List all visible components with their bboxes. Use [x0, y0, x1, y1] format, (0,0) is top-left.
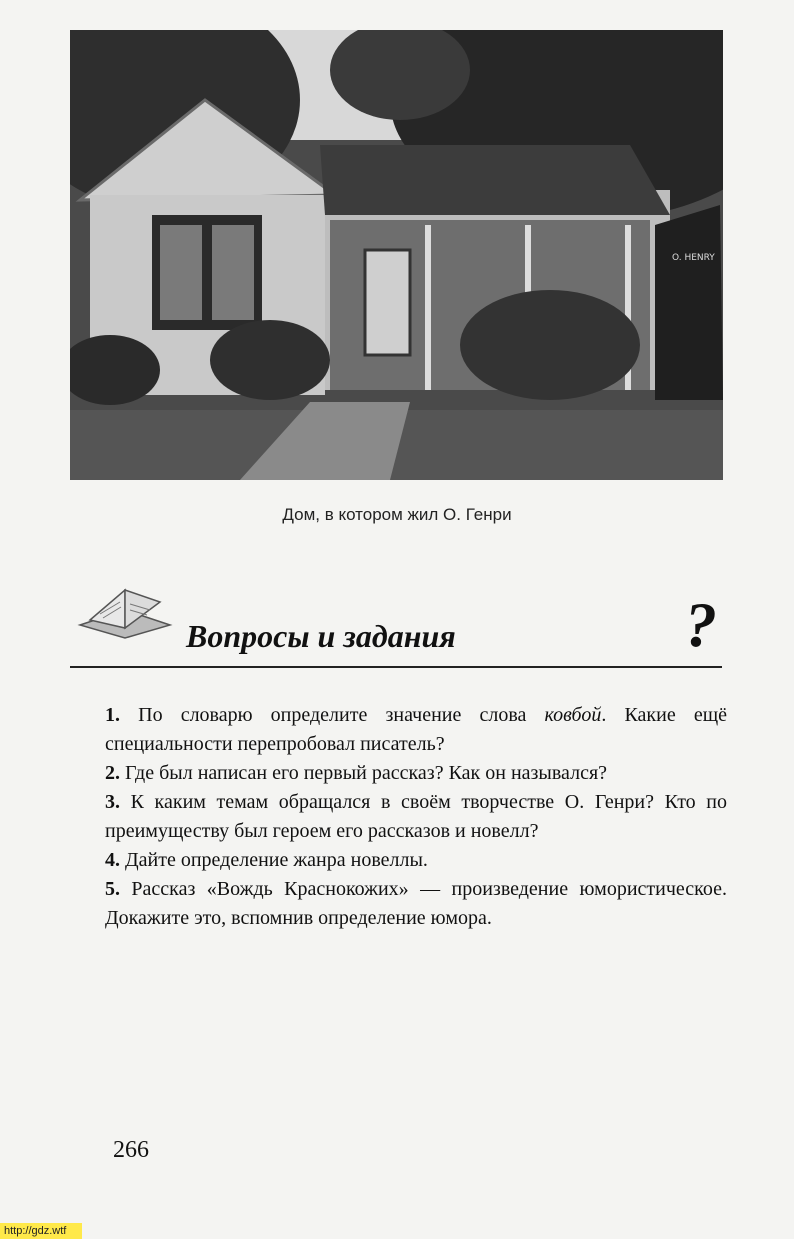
question-number: 4.: [105, 849, 120, 871]
question-2: [105, 759, 727, 788]
photo-caption: Дом, в котором жил О. Генри: [282, 505, 512, 524]
plaque-title: O. HENRY: [672, 253, 715, 263]
question-5: [105, 875, 727, 933]
question-number: 3.: [105, 791, 120, 813]
section-title: Вопросы и задания: [186, 618, 456, 654]
question-text: Рассказ «Вождь Краснокожих» — произведение юмористическое. Докажите это, вспомнив определение юмора.: [105, 878, 727, 929]
question-3: [105, 788, 727, 846]
house-photo: [70, 30, 723, 480]
question-text: По словарю определите значение слова: [120, 704, 545, 726]
question-text: Где был написан его первый рассказ? Как он назывался?: [120, 762, 608, 784]
question-text: К каким темам обращался в своём творчестве О. Генри? Кто по преимуществу был героем его рассказов и новелл?: [105, 791, 727, 842]
question-number: 1.: [105, 704, 120, 726]
watermark-link[interactable]: http://gdz.wtf: [0, 1223, 82, 1239]
question-term: ковбой: [544, 704, 602, 726]
question-number: 2.: [105, 762, 120, 784]
page-number: 266: [113, 1137, 149, 1163]
question-text: . Какие ещё специальности перепробовал писатель?: [105, 704, 727, 755]
question-1: [105, 701, 727, 759]
question-text: Дайте определение жанра новеллы.: [120, 849, 428, 871]
house-illustration: [70, 30, 723, 480]
section-divider: [70, 666, 722, 668]
question-4: [105, 846, 727, 875]
question-number: 5.: [105, 878, 120, 900]
book-icon: [75, 580, 175, 640]
questions-list: [105, 701, 727, 933]
question-mark-icon: ?: [685, 589, 717, 660]
